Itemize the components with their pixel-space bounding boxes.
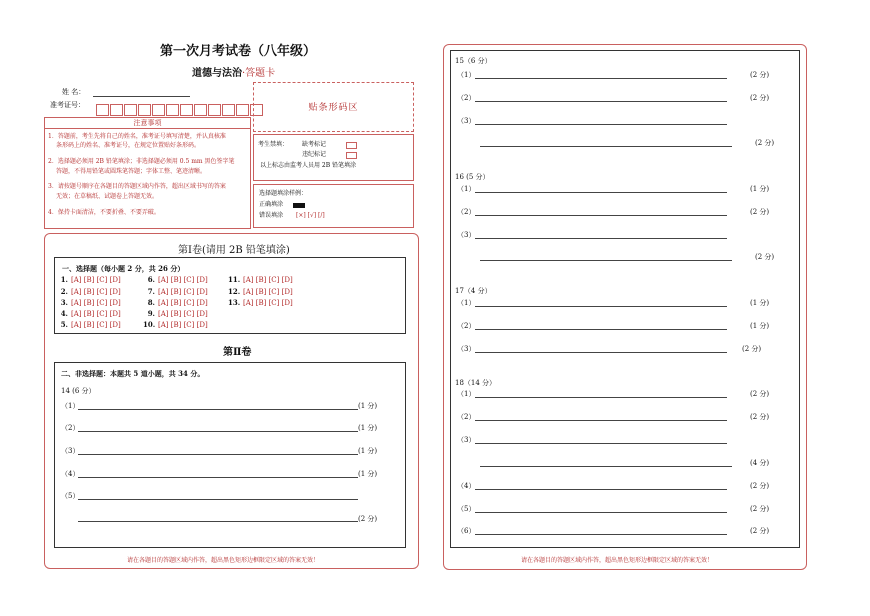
answer-line[interactable] [475,306,727,307]
notice-item-2b: 答题，不得用铅笔或圆珠笔答题；字体工整、笔迹清晰。 [56,168,207,175]
q18-score: (4 分) [750,459,770,467]
choice-row[interactable]: 6. [A] [B] [C] [D] [147,275,208,284]
notice-title: 注意事项 [45,118,250,129]
q18-score: (2 分) [750,482,770,490]
q14-score: (1 分) [358,402,378,410]
choice-row[interactable]: 1. [A] [B] [C] [D] [60,275,121,284]
notice-item-3: 3．请按题号顺序在各题目的答题区域内作答，超出区域书写的答案 [48,183,226,190]
choice-row[interactable]: 2. [A] [B] [C] [D] [60,287,121,296]
q17-num: （3） [457,345,476,353]
choice-row[interactable]: 5. [A] [B] [C] [D] [60,320,121,329]
choice-row[interactable]: 4. [A] [B] [C] [D] [60,309,121,318]
q16-label: 16 (5 分） [455,173,490,181]
id-label: 准考证号： [50,101,85,109]
choice-section-title: 一、选择题（每小题 2 分，共 26 分） [62,264,185,273]
absent-label: 缺考标记 [302,141,327,148]
answer-line[interactable] [475,192,727,193]
q14-score: (1 分) [358,424,378,432]
q18-num: （4） [457,482,476,490]
q17-score: (2 分) [742,345,762,353]
q18-num: （5） [457,505,476,513]
answer-line[interactable] [480,466,732,467]
answer-line[interactable] [475,78,727,79]
answer-line[interactable] [78,499,358,500]
q14-num: （4） [61,470,80,478]
q18-num: （3） [457,436,476,444]
answer-line[interactable] [475,420,727,421]
choice-row[interactable]: 13. [A] [B] [C] [D] [228,298,293,307]
q18-score: (2 分) [750,527,770,535]
q18-num: （1） [457,390,476,398]
correct-fill-sample [293,203,305,208]
barcode-area [253,82,414,132]
answer-line[interactable] [475,238,727,239]
choice-row[interactable]: 3. [A] [B] [C] [D] [60,298,121,307]
q14-num: （1） [61,402,80,410]
q15-score: (2 分) [750,94,770,102]
exam-mark-box [253,134,414,181]
q17-num: （1） [457,299,476,307]
q14-label: 14 (6 分） [61,387,96,395]
q18-num: （6） [457,527,476,535]
q14-score: (1 分) [358,470,378,478]
answer-line[interactable] [78,409,358,410]
q17-score: (1 分) [750,299,770,307]
q15-label: 15（6 分） [455,57,492,65]
q18-score: (2 分) [750,505,770,513]
q18-label: 18（14 分） [455,379,497,387]
q18-score: (2 分) [750,413,770,421]
violation-label: 违纪标记 [302,151,327,158]
q15-score: (2 分) [755,139,775,147]
choice-row[interactable]: 10. [A] [B] [C] [D] [143,320,208,329]
choice-row[interactable]: 7. [A] [B] [C] [D] [147,287,208,296]
choice-row[interactable]: 9. [A] [B] [C] [D] [147,309,208,318]
answer-line[interactable] [475,124,727,125]
exam-mark-label: 考生禁填： [258,141,289,148]
answer-line[interactable] [475,215,727,216]
q16-num: （3） [457,231,476,239]
q17-score: (1 分) [750,322,770,330]
notice-item-3b: 无效；在草稿纸、试题卷上答题无效。 [56,193,159,200]
answer-line[interactable] [475,329,727,330]
q14-score: (1 分) [358,447,378,455]
q17-num: （2） [457,322,476,330]
choice-row[interactable]: 11. [A] [B] [C] [D] [228,275,293,284]
notice-box [44,117,251,229]
absent-checkbox[interactable] [346,142,357,149]
q16-score: (2 分) [755,253,775,261]
answer-line[interactable] [475,101,727,102]
choice-row[interactable]: 8. [A] [B] [C] [D] [147,298,208,307]
name-label: 姓 名： [62,88,86,96]
fill-sample-box [253,184,414,228]
notice-item-1: 1．答题前，考生先将自己的姓名，准考证号填写清楚，并认真核准 [48,133,226,140]
q15-num: （2） [457,94,476,102]
q18-score: (2 分) [750,390,770,398]
answer-line[interactable] [475,352,727,353]
q16-num: （2） [457,208,476,216]
barcode-label: 贴条形码区 [308,103,359,113]
answer-line[interactable] [475,489,727,490]
left-footer-note: 请在各题目的答题区域内作答，超出黑色矩形边框限定区域的答案无效！ [127,557,320,564]
q14-num: （2） [61,424,80,432]
choice-row[interactable]: 12. [A] [B] [C] [D] [228,287,293,296]
fill-sample-title: 选择题填涂样例： [259,190,308,197]
q15-num: （3） [457,117,476,125]
nonchoice-section-title: 二、非选择题：本题共 5 道小题，共 34 分。 [61,369,205,378]
notice-item-4: 4．保持卡面清洁，不要折叠、不要弄破。 [48,209,160,216]
part2-title: 第Ⅱ卷 [223,347,252,358]
answer-line[interactable] [78,521,358,522]
answer-line[interactable] [480,260,732,261]
answer-line[interactable] [78,454,358,455]
answer-line[interactable] [78,477,358,478]
answer-line[interactable] [475,397,727,398]
answer-line[interactable] [480,146,732,147]
answer-line[interactable] [475,534,727,535]
name-field[interactable] [93,96,190,97]
answer-line[interactable] [78,431,358,432]
correct-fill-label: 正确填涂 [259,201,284,208]
q15-num: （1） [457,71,476,79]
q14-num: （5） [61,492,80,500]
answer-line[interactable] [475,512,727,513]
subject-name: 道德与法治 [192,68,242,79]
q17-label: 17（4 分） [455,287,492,295]
q15-score: (2 分) [750,71,770,79]
q16-score: (2 分) [750,208,770,216]
q16-score: (1 分) [750,185,770,193]
wrong-fill-marks: [×] [√] [/] [296,212,325,219]
right-footer-note: 请在各题目的答题区域内作答，超出黑色矩形边框限定区域的答案无效！ [521,557,714,564]
exam-title: 第一次月考试卷（八年级） [160,44,317,59]
card-label: ·答题卡 [242,68,276,79]
answer-line[interactable] [475,443,727,444]
subject-title [192,64,275,79]
q14-num: （3） [61,447,80,455]
id-boxes[interactable] [96,99,264,118]
q18-num: （2） [457,413,476,421]
notice-item-2: 2．选择题必须用 2B 铅笔填涂；非选择题必须用 0.5 mm 黑色签字笔 [48,158,235,165]
notice-item-1b: 条形码上的姓名、准考证号，在规定位置贴好条形码。 [56,142,201,149]
wrong-fill-label: 错误填涂 [259,212,284,219]
exam-mark-note: 以上标志由监考人员用 2B 铅笔填涂 [260,162,357,169]
violation-checkbox[interactable] [346,152,357,159]
q16-num: （1） [457,185,476,193]
part1-title: 第Ⅰ卷(请用 2B 铅笔填涂) [178,245,290,256]
q14-score: (2 分) [358,515,378,523]
